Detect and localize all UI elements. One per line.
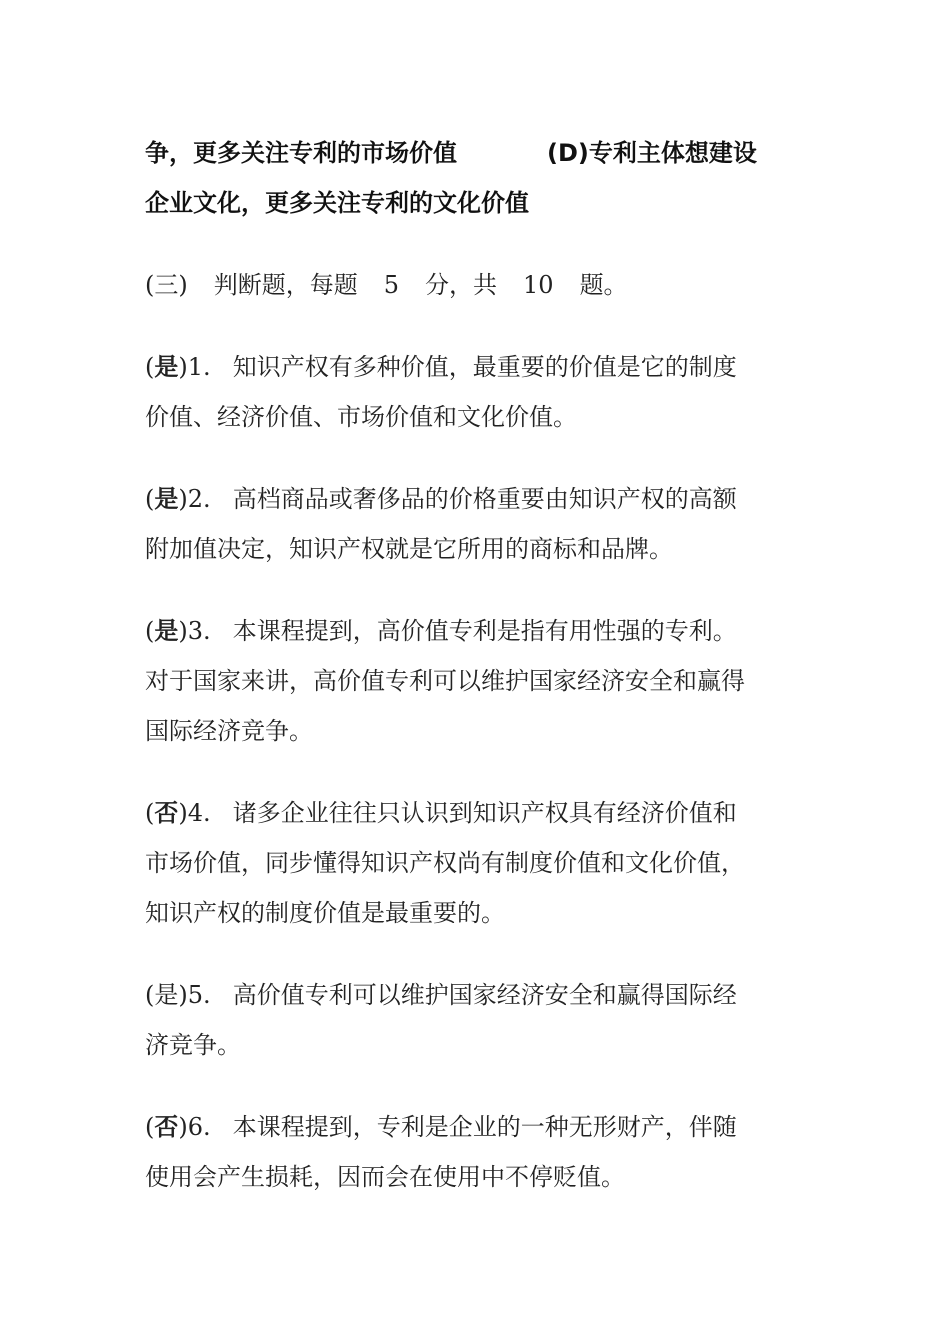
question-3-line-2: 对于国家来讲，高价值专利可以维护国家经济安全和赢得 (145, 667, 745, 695)
option-d-text: (D)专利主体想建设 (547, 139, 757, 167)
question-5-line-1: (是)5. 高价值专利可以维护国家经济安全和赢得国际经 (145, 970, 790, 1020)
section-count: 10 (523, 271, 554, 299)
section-text-1: 判断题，每题 (213, 271, 358, 299)
question-2-number: 2. (187, 485, 211, 513)
question-4-line-1: (否)4. 诸多企业往往只认识到知识产权具有经济价值和 (145, 788, 790, 838)
section-heading (145, 260, 790, 310)
question-5-line-2: 济竞争。 (145, 1031, 241, 1059)
question-5-number: 5. (187, 981, 211, 1009)
question-2-line-2: 附加值决定，知识产权就是它所用的商标和品牌。 (145, 535, 673, 563)
question-1-number: 1. (187, 353, 211, 381)
continuation-left-text: 争，更多关注专利的市场价值 (145, 139, 457, 167)
document-page (145, 128, 790, 1234)
question-4-text-1: 诸多企业往往只认识到知识产权具有经济价值和 (232, 799, 737, 827)
question-4 (145, 788, 790, 938)
continuation-line-2: 企业文化，更多关注专利的文化价值 (145, 189, 529, 217)
section-text-2: 分，共 (425, 271, 498, 299)
question-1 (145, 342, 790, 442)
question-4-answer: 否 (154, 799, 179, 827)
section-prefix: (三) (145, 271, 188, 299)
question-5-text-1: 高价值专利可以维护国家经济安全和赢得国际经 (232, 981, 737, 1009)
question-4-line-3: 知识产权的制度价值是最重要的。 (145, 899, 505, 927)
question-6-answer: 否 (154, 1113, 179, 1141)
question-6-number: 6. (187, 1113, 211, 1141)
question-3-line-1: (是)3. 本课程提到，高价值专利是指有用性强的专利。 (145, 606, 790, 656)
question-3-text-1: 本课程提到，高价值专利是指有用性强的专利。 (232, 617, 737, 645)
question-5 (145, 970, 790, 1070)
question-3-line-3: 国际经济竞争。 (145, 717, 313, 745)
question-6 (145, 1102, 790, 1202)
question-1-text-1: 知识产权有多种价值，最重要的价值是它的制度 (232, 353, 737, 381)
question-3-answer: 是 (154, 617, 179, 645)
continuation-line-1 (145, 128, 790, 178)
question-2 (145, 474, 790, 574)
question-6-line-1: (否)6. 本课程提到，专利是企业的一种无形财产，伴随 (145, 1102, 790, 1152)
question-5-answer: 是 (154, 981, 179, 1009)
section-score: 5 (383, 271, 400, 299)
question-2-line-1: (是)2. 高档商品或奢侈品的价格重要由知识产权的高额 (145, 474, 790, 524)
question-3-number: 3. (187, 617, 211, 645)
section-text-3: 题。 (579, 271, 628, 299)
question-3 (145, 606, 790, 756)
question-6-text-1: 本课程提到，专利是企业的一种无形财产，伴随 (232, 1113, 737, 1141)
question-1-line-2: 价值、经济价值、市场价值和文化价值。 (145, 403, 577, 431)
question-4-number: 4. (187, 799, 211, 827)
question-2-answer: 是 (154, 485, 179, 513)
question-2-text-1: 高档商品或奢侈品的价格重要由知识产权的高额 (232, 485, 737, 513)
question-1-line-1: (是)1. 知识产权有多种价值，最重要的价值是它的制度 (145, 342, 790, 392)
question-4-line-2: 市场价值，同步懂得知识产权尚有制度价值和文化价值， (145, 849, 745, 877)
question-1-answer: 是 (154, 353, 179, 381)
option-continuation (145, 128, 790, 228)
question-6-line-2: 使用会产生损耗，因而会在使用中不停贬值。 (145, 1163, 625, 1191)
